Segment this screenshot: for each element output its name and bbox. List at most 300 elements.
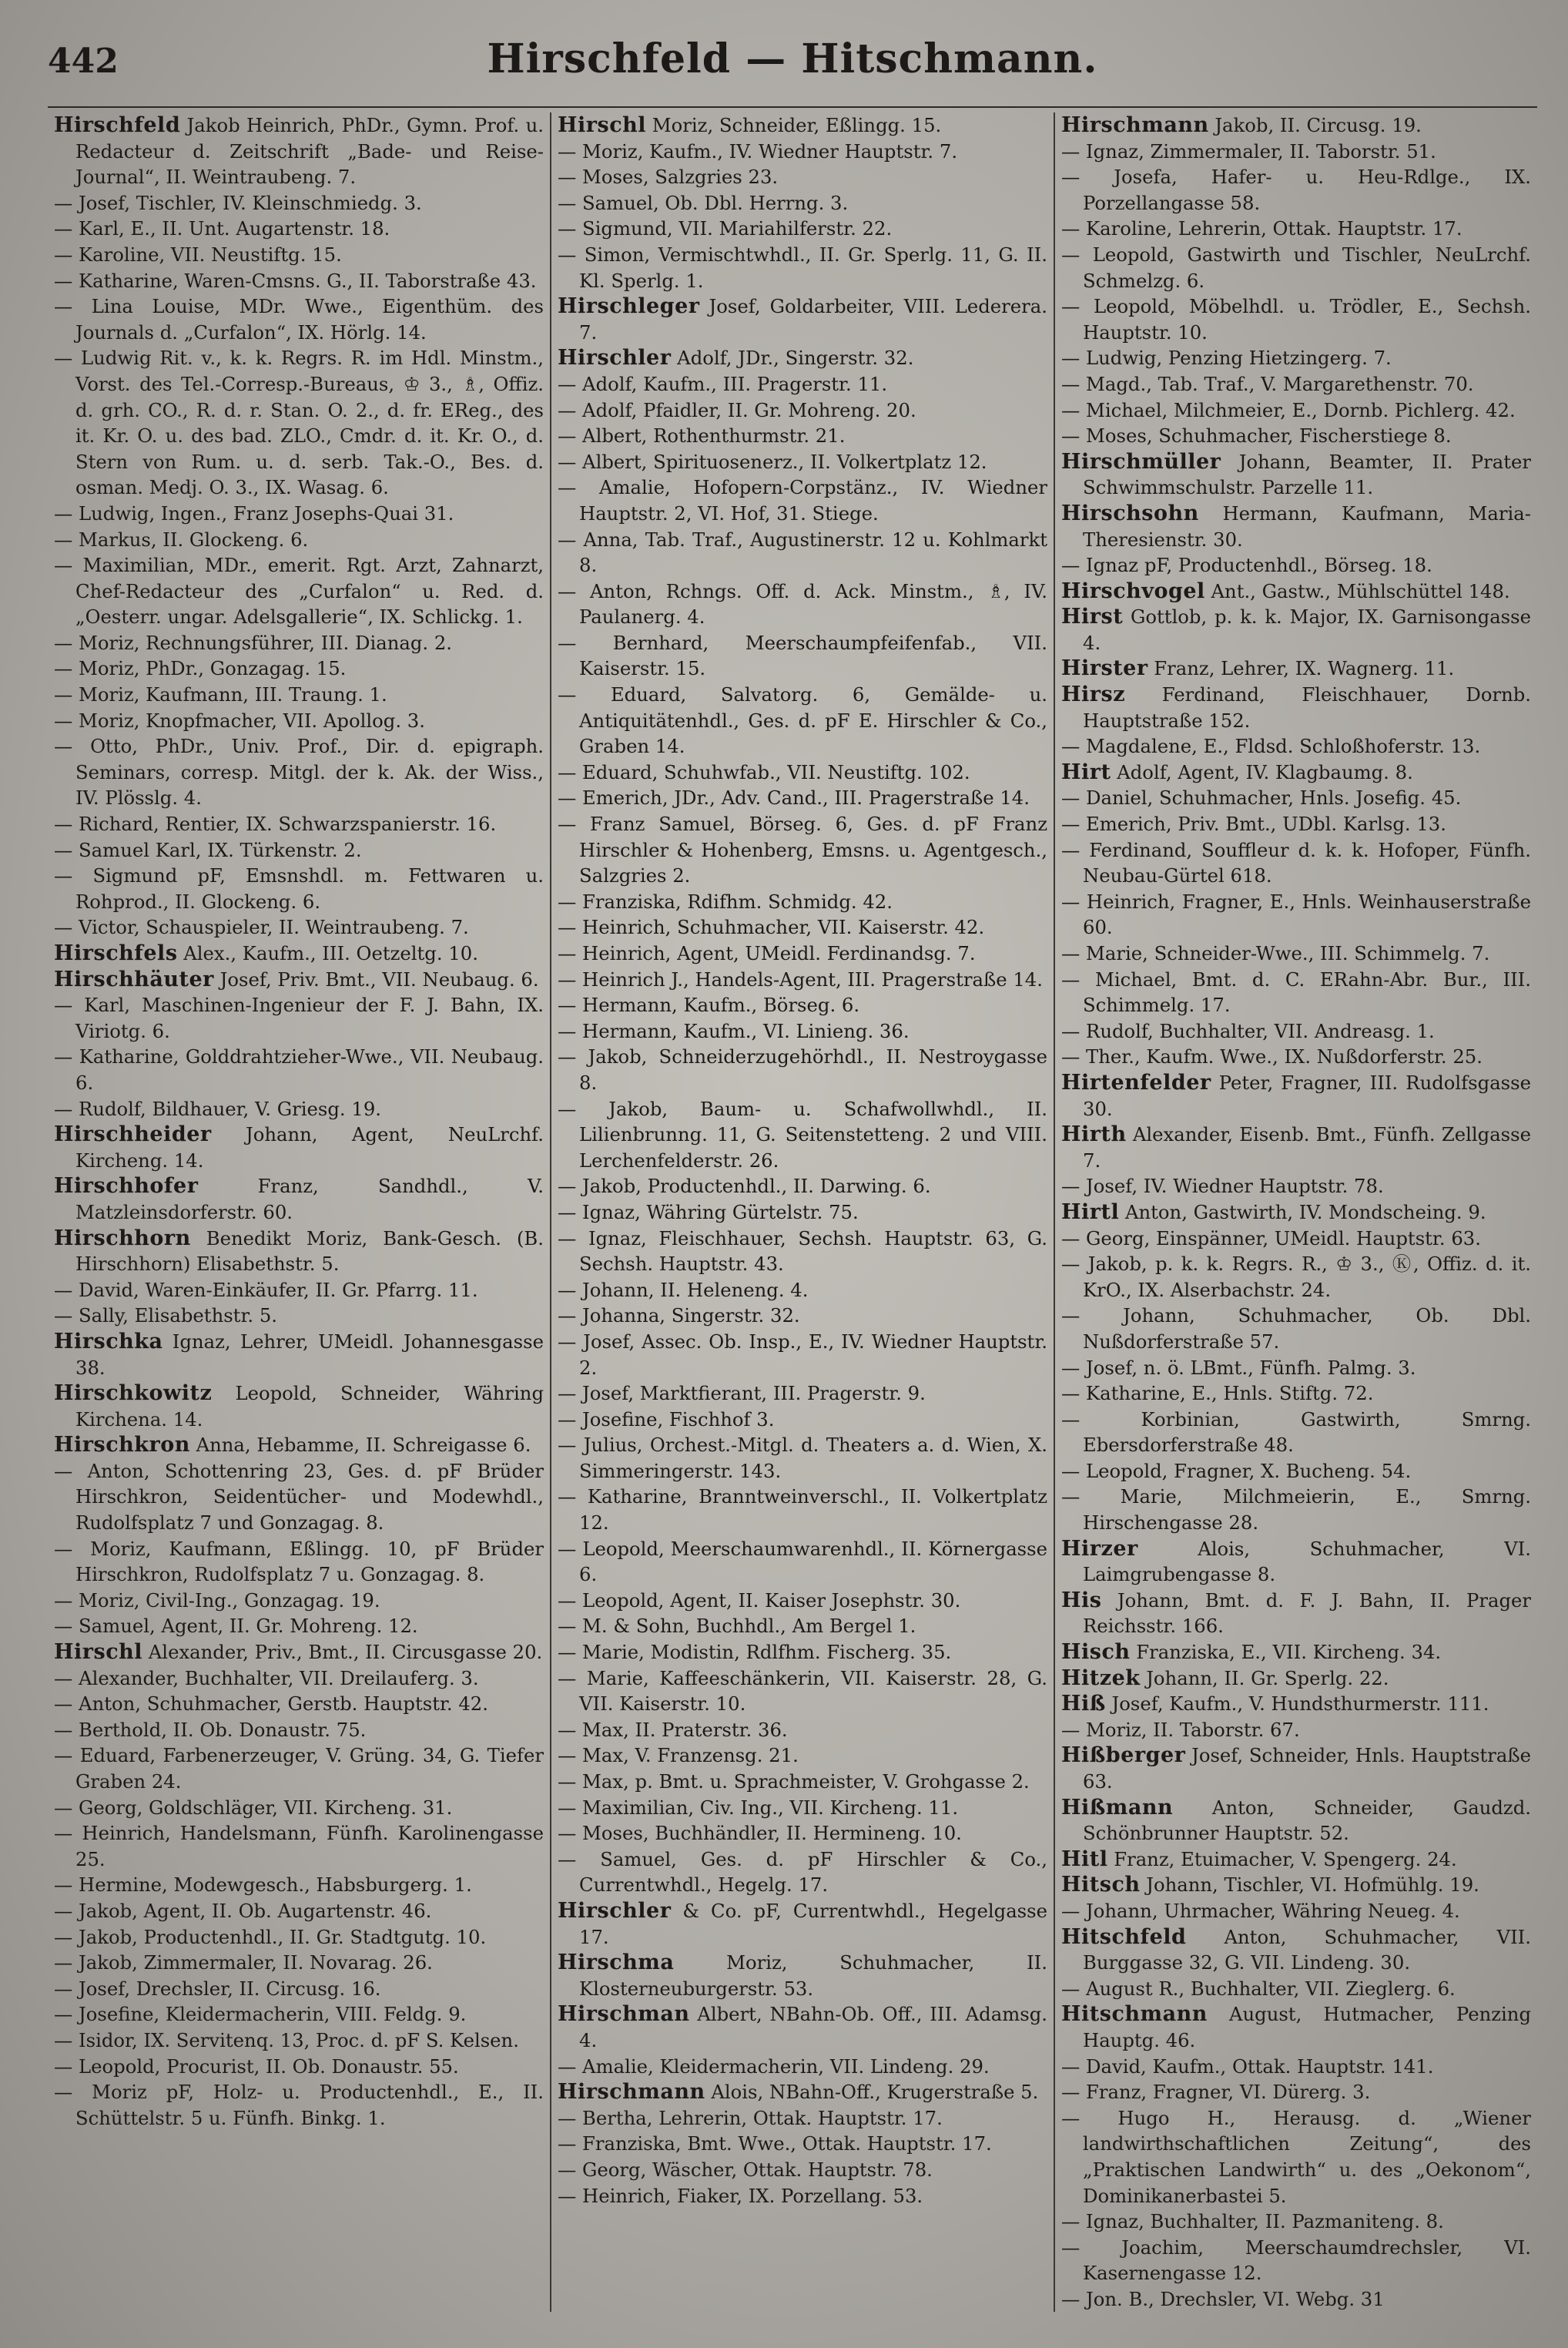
directory-entry (54, 863, 544, 914)
entry-surname: Hirschfeld (54, 113, 181, 137)
entry-text: — Leopold, Gastwirth und Tischler, NeuLrchf. Schmelzg. 6. (1061, 243, 1531, 292)
directory-entry (54, 2001, 544, 2028)
directory-entry (54, 1691, 544, 1717)
entry-surname: Hirschhäuter (54, 967, 214, 991)
directory-entry-headword (54, 1639, 544, 1665)
directory-entry-headword (1061, 1872, 1531, 1898)
directory-entry (1061, 1355, 1531, 1381)
entry-text: — Moriz, Civil-Ing., Gonzagag. 19. (54, 1588, 380, 1612)
directory-entry (1061, 1484, 1531, 1535)
directory-entry-headword (1061, 1199, 1531, 1226)
entry-text: — Moriz, Kaufm., IV. Wiedner Hauptstr. 7. (558, 139, 958, 163)
entry-text: — Julius, Orchest.-Mitgl. d. Theaters a. d. Wien, X. Simmeringerstr. 143. (558, 1434, 1047, 1482)
running-head: Hirschfeld — Hitschmann. (487, 35, 1098, 82)
entry-text: Josef, Kaufm., V. Hundsthurmerstr. 111. (1105, 1692, 1489, 1716)
entry-text: — Franz Samuel, Börseg. 6, Ges. d. pF Franz Hirschler & Hohenberg, Emsns. u. Agentgesch., Salzgries 2. (558, 813, 1047, 887)
entry-text: — Josef, Assec. Ob. Insp., E., IV. Wiedner Hauptstr. 2. (558, 1330, 1047, 1379)
directory-entry (558, 190, 1047, 216)
entry-text: — Magdalene, E., Fldsd. Schloßhoferstr. 13. (1061, 735, 1481, 758)
entry-text: — Moses, Buchhändler, II. Hermineng. 10. (558, 1822, 962, 1845)
page-number: 442 (48, 42, 119, 81)
entry-text: Albert, NBahn-Ob. Off., III. Adamsg. 4. (579, 2003, 1047, 2051)
entry-text: Anton, Schneider, Gaudzd. Schönbrunner Hauptstr. 52. (1083, 1796, 1531, 1845)
directory-entry (558, 967, 1047, 993)
entry-surname: Hirschhofer (54, 1174, 199, 1199)
entry-surname: Hirzer (1061, 1536, 1138, 1561)
entry-text: — Samuel, Agent, II. Gr. Mohreng. 12. (54, 1615, 418, 1638)
entry-surname: Hirschl (54, 1640, 143, 1665)
entry-text: — Ferdinand, Souffleur d. k. k. Hofoper, Fünfh. Neubau-Gürtel 618. (1061, 838, 1531, 887)
directory-entry (54, 656, 544, 682)
directory-entry (54, 294, 544, 345)
entry-surname: Hirschhorn (54, 1226, 191, 1250)
directory-entry (558, 1173, 1047, 1199)
entry-text: Adolf, Agent, IV. Klagbaumg. 8. (1111, 760, 1413, 783)
directory-entry (1061, 967, 1531, 1018)
entry-text: — Johanna, Singerstr. 32. (558, 1304, 800, 1327)
entry-text: — Richard, Rentier, IX. Schwarzspanierstr. 16. (54, 813, 497, 836)
directory-entry (1061, 1717, 1531, 1743)
entry-surname: Hirschleger (558, 294, 700, 319)
entry-surname: Hirschfels (54, 941, 178, 965)
entry-surname: Hirth (1061, 1122, 1127, 1147)
directory-entry (558, 1613, 1047, 1639)
directory-entry (54, 1743, 544, 1794)
directory-entry (54, 2079, 544, 2131)
entry-surname: Hirschka (54, 1329, 163, 1353)
entry-text: — Korbinian, Gastwirth, Smrng. Ebersdorferstraße 48. (1061, 1407, 1531, 1457)
entry-text: — Simon, Vermischtwhdl., II. Gr. Sperlg. 11, G. II. Kl. Sperlg. 1. (558, 243, 1047, 292)
entry-text: — Marie, Schneider-Wwe., III. Schimmelg. 7. (1061, 942, 1490, 964)
directory-entry (558, 1795, 1047, 1821)
directory-entry-headword (558, 112, 1047, 139)
entry-surname: Hirschma (558, 1951, 675, 1975)
entry-text: — Jon. B., Drechsler, VI. Webg. 31 (1061, 2287, 1385, 2310)
entry-surname: Hiß (1061, 1692, 1106, 1716)
directory-entry-headword (54, 967, 544, 993)
directory-entry (54, 216, 544, 242)
directory-entry (54, 992, 544, 1044)
entry-text: — Anton, Schottenring 23, Ges. d. pF Brüder Hirschkron, Seidentücher- und Modewhdl., Rudolfsplatz 7 und Gonzagag. 8. (54, 1459, 544, 1535)
entry-text: — Albert, Spirituosenerz., II. Volkertplatz 12. (558, 450, 987, 473)
entry-text: — Lina Louise, MDr. Wwe., Eigenthüm. des Journals d. „Curfalon“, IX. Hörlg. 14. (54, 295, 544, 344)
directory-entry-headword (54, 1329, 544, 1380)
directory-entry (558, 475, 1047, 526)
directory-entry-headword (54, 1432, 544, 1458)
entry-text: — Jakob, p. k. k. Regrs. R., ♔ 3., Ⓚ, Offiz. d. it. KrO., IX. Alserbachstr. 24. (1061, 1253, 1531, 1301)
entry-text: — Moriz, Rechnungsführer, III. Dianag. 2. (54, 631, 453, 654)
directory-entry-headword (558, 2079, 1047, 2105)
directory-entry (1061, 423, 1531, 449)
entry-text: Johann, Bmt. d. F. J. Bahn, II. Prager Reichsstr. 166. (1083, 1588, 1531, 1638)
entry-text: — Alexander, Buchhalter, VII. Dreilauferg. 3. (54, 1666, 479, 1689)
directory-entry (54, 630, 544, 656)
directory-entry-headword (1061, 501, 1531, 552)
entry-surname: Hirschmann (558, 2080, 705, 2105)
entry-text: & Co. pF, Currentwhdl., Hegelgasse 17. (579, 1899, 1047, 1948)
entry-text: — Moses, Schuhmacher, Fischerstiege 8. (1061, 424, 1452, 448)
directory-entry (558, 423, 1047, 449)
directory-entry (1061, 216, 1531, 242)
entry-text: — Samuel, Ges. d. pF Hirschler & Co., Currentwhdl., Hegelg. 17. (558, 1847, 1047, 1897)
directory-entry (1061, 294, 1531, 345)
entry-text: Franz, Lehrer, IX. Wagnerg. 11. (1148, 657, 1455, 680)
directory-entry (1061, 2209, 1531, 2235)
directory-entry (558, 579, 1047, 630)
entry-text: Josef, Schneider, Hnls. Hauptstraße 63. (1083, 1744, 1531, 1793)
entry-text: Adolf, JDr., Singerstr. 32. (671, 347, 914, 370)
entry-text: — Heinrich, Fragner, E., Hnls. Weinhauserstraße 60. (1061, 890, 1531, 939)
entry-text: Alexander, Priv., Bmt., II. Circusgasse 20. (142, 1641, 543, 1664)
directory-entry-headword (1061, 1847, 1531, 1873)
entry-text: — Moriz, Knopfmacher, VII. Apollog. 3. (54, 709, 425, 732)
entry-text: Gottlob, p. k. k. Major, IX. Garnisongasse 4. (1083, 605, 1531, 654)
directory-entry (54, 1820, 544, 1872)
entry-text: Johann, Tischler, VI. Hofmühlg. 19. (1140, 1873, 1479, 1897)
entry-text: — Emerich, JDr., Adv. Cand., III. Pragerstraße 14. (558, 787, 1030, 810)
directory-entry (558, 527, 1047, 579)
entry-text: — Franz, Fragner, VI. Dürerg. 3. (1061, 2081, 1371, 2104)
directory-entry (558, 1303, 1047, 1329)
directory-entry (558, 1096, 1047, 1174)
entry-text: — Katharine, E., Hnls. Stiftg. 72. (1061, 1382, 1374, 1405)
entry-text: — Michael, Bmt. d. C. ERahn-Abr. Bur., III. Schimmelg. 17. (1061, 968, 1531, 1017)
entry-text: — Johann, Uhrmacher, Währing Neueg. 4. (1061, 1899, 1460, 1922)
entry-text: — Max, p. Bmt. u. Sprachmeister, V. Grohgasse 2. (558, 1770, 1030, 1793)
directory-entry (558, 1588, 1047, 1614)
directory-entry (558, 371, 1047, 397)
entry-text: — Maximilian, Civ. Ing., VII. Kircheng. 11. (558, 1796, 959, 1819)
directory-entry (1061, 1173, 1531, 1199)
directory-entry (54, 190, 544, 216)
directory-entry (558, 941, 1047, 967)
directory-entry (54, 1303, 544, 1329)
entry-text: — Moriz pF, Holz- u. Productenhdl., E., II. Schüttelstr. 5 u. Fünfh. Binkg. 1. (54, 2081, 544, 2129)
entry-text: — Eduard, Schuhwfab., VII. Neustiftg. 102. (558, 760, 970, 783)
directory-entry (558, 760, 1047, 786)
entry-text: — Jakob, Productenhdl., II. Darwing. 6. (558, 1175, 931, 1198)
entry-text: — Katharine, Branntweinverschl., II. Volkertplatz 12. (558, 1485, 1047, 1535)
directory-entry (54, 1950, 544, 1976)
entry-text: — Amalie, Hofopern-Corpstänz., IV. Wiedner Hauptstr. 2, VI. Hof, 31. Stiege. (558, 476, 1047, 525)
entry-text: — Emerich, Priv. Bmt., UDbl. Karlsg. 13. (1061, 813, 1446, 836)
entry-text: — Amalie, Kleidermacherin, VII. Lindeng. 29. (558, 2054, 990, 2078)
directory-entry (558, 139, 1047, 165)
entry-text: — Samuel Karl, IX. Türkenstr. 2. (54, 838, 362, 861)
entry-text: — Leopold, Meerschaumwarenhdl., II. Körnergasse 6. (558, 1537, 1047, 1586)
entry-surname: Hirsz (1061, 683, 1126, 707)
directory-entry (558, 397, 1047, 424)
entry-text: — Victor, Schauspieler, II. Weintraubeng. 7. (54, 916, 469, 939)
entry-text: — Sigmund, VII. Mariahilferstr. 22. (558, 217, 893, 240)
entry-surname: Hirtl (1061, 1199, 1120, 1224)
directory-entry-headword (1061, 682, 1531, 733)
directory-entry (1061, 2079, 1531, 2105)
directory-entry (558, 1018, 1047, 1045)
directory-entry (558, 1665, 1047, 1717)
entry-surname: Hitschmann (1061, 2002, 1208, 2027)
entry-text: — Heinrich, Handelsmann, Fünfh. Karolinengasse 25. (54, 1822, 544, 1870)
directory-entry (558, 449, 1047, 475)
directory-entry (558, 889, 1047, 915)
entry-surname: Hirschmann (1061, 113, 1209, 137)
directory-entry (1061, 397, 1531, 424)
directory-entry-headword (54, 1226, 544, 1277)
entry-text: — Marie, Modistin, Rdlfhm. Fischerg. 35. (558, 1641, 952, 1664)
entry-text: — Josef, Tischler, IV. Kleinschmiedg. 3. (54, 191, 422, 214)
entry-text: — Max, V. Franzensg. 21. (558, 1744, 799, 1767)
entry-text: Alois, NBahn-Off., Krugerstraße 5. (705, 2081, 1039, 2104)
directory-entry (1061, 1976, 1531, 2002)
entry-text: — Moriz, Kaufmann, Eßlingg. 10, pF Brüder Hirschkron, Rudolfsplatz 7 u. Gonzagag. 8. (54, 1537, 544, 1586)
directory-entry (1061, 1380, 1531, 1407)
entry-text: — Karl, Maschinen-Ingenieur der F. J. Bahn, IX. Viriotg. 6. (54, 994, 544, 1042)
directory-entry-headword (54, 1173, 544, 1225)
directory-entry-headword (558, 1950, 1047, 2001)
entry-surname: Hisch (1061, 1640, 1131, 1665)
directory-entry (558, 1743, 1047, 1769)
directory-entry (1061, 941, 1531, 967)
entry-text: Jakob Heinrich, PhDr., Gymn. Prof. u. Redacteur d. Zeitschrift „Bade- und Reise-Journal“, II. Weintraubeng. 7. (75, 114, 544, 189)
directory-entry (54, 1277, 544, 1303)
directory-entry (54, 1717, 544, 1743)
entry-surname: Hirschmüller (1061, 449, 1221, 474)
entry-text: — Heinrich, Fiaker, IX. Porzellang. 53. (558, 2184, 923, 2207)
entry-surname: Hitzek (1061, 1665, 1141, 1690)
entry-text: Franziska, E., VII. Kircheng. 34. (1130, 1641, 1442, 1664)
directory-entry (1061, 837, 1531, 889)
directory-entry-headword (558, 294, 1047, 345)
entry-text: — Magd., Tab. Traf., V. Margarethenstr. 70. (1061, 372, 1474, 395)
entry-text: — Josef, Marktfierant, III. Pragerstr. 9. (558, 1382, 926, 1405)
entry-text: Anna, Hebamme, II. Schreigasse 6. (189, 1434, 531, 1457)
entry-text: — Eduard, Salvatorg. 6, Gemälde- u. Antiquitätenhdl., Ges. d. pF E. Hirschler & Co., Graben 14. (558, 683, 1047, 758)
directory-entry (54, 1044, 544, 1095)
directory-entry (558, 164, 1047, 190)
directory-entry (558, 2183, 1047, 2209)
entry-text: — Georg, Wäscher, Ottak. Hauptstr. 78. (558, 2158, 933, 2181)
entry-text: — Eduard, Farbenerzeuger, V. Grüng. 34, G. Tiefer Graben 24. (54, 1744, 544, 1793)
directory-entry (558, 2157, 1047, 2183)
entry-surname: Hißberger (1061, 1743, 1186, 1768)
entry-text: — Marie, Kaffeeschänkerin, VII. Kaiserstr. 28, G. VII. Kaiserstr. 10. (558, 1666, 1047, 1716)
directory-entry-headword (54, 941, 544, 967)
directory-entry (1061, 552, 1531, 579)
entry-text: — Hermann, Kaufm., Börseg. 6. (558, 994, 860, 1017)
directory-entry (558, 216, 1047, 242)
entry-text: — Johann, II. Heleneng. 4. (558, 1278, 809, 1301)
entry-text: — Moriz, PhDr., Gonzagag. 15. (54, 657, 347, 680)
entry-text: — Heinrich, Agent, UMeidl. Ferdinandsg. 7. (558, 942, 976, 964)
entry-text: — Rudolf, Bildhauer, V. Griesg. 19. (54, 1097, 382, 1120)
directory-entry (1061, 1898, 1531, 1924)
entry-text: Franz, Sandhdl., V. Matzleinsdorferstr. 60. (75, 1175, 544, 1223)
directory-entry (1061, 889, 1531, 941)
entry-text: — Bernhard, Meerschaumpfeifenfab., VII. Kaiserstr. 15. (558, 631, 1047, 680)
directory-entry (1061, 1044, 1531, 1070)
directory-entry (558, 1380, 1047, 1407)
directory-entry (54, 1795, 544, 1821)
directory-entry-headword (1061, 1588, 1531, 1639)
entry-text: Johann, II. Gr. Sperlg. 22. (1140, 1666, 1389, 1689)
directory-entry (54, 733, 544, 811)
directory-entry-headword (1061, 1691, 1531, 1717)
entry-surname: Hirschkowitz (54, 1381, 213, 1406)
directory-entry (54, 1588, 544, 1614)
directory-entry-headword (54, 1122, 544, 1173)
directory-entry (558, 242, 1047, 294)
entry-text: — Berthold, II. Ob. Donaustr. 75. (54, 1718, 367, 1741)
entry-text: — Josefine, Kleidermacherin, VIII. Feldg. 9. (54, 2003, 467, 2026)
directory-entry-headword (1061, 1639, 1531, 1665)
directory-entry (558, 1536, 1047, 1588)
entry-surname: Hißmann (1061, 1795, 1174, 1820)
entry-text: — Anton, Rchngs. Off. d. Ack. Minstm., ♗, IV. Paulanerg. 4. (558, 579, 1047, 629)
directory-entry (54, 242, 544, 268)
page-header (48, 35, 1537, 108)
directory-entry (558, 914, 1047, 941)
directory-entry-headword (1061, 1924, 1531, 1976)
directory-entry (558, 1277, 1047, 1303)
directory-entry (54, 708, 544, 734)
directory-entry (1061, 733, 1531, 760)
entry-text: — Ignaz, Währing Gürtelstr. 75. (558, 1200, 859, 1223)
entry-text: — Ludwig, Penzing Hietzingerg. 7. (1061, 347, 1392, 370)
entry-text: — Leopold, Procurist, II. Ob. Donaustr. 55. (54, 2054, 459, 2078)
entry-text: — Adolf, Pfaidler, II. Gr. Mohreng. 20. (558, 398, 916, 421)
directory-entry-headword (558, 1898, 1047, 1950)
entry-surname: Hirschler (558, 346, 672, 371)
directory-entry-headword (1061, 1743, 1531, 1794)
entry-text: — Heinrich J., Handels-Agent, III. Pragerstraße 14. (558, 968, 1043, 991)
directory-entry (558, 2054, 1047, 2080)
entry-text: — Ludwig Rit. v., k. k. Regrs. R. im Hdl. Minstm., Vorst. des Tel.-Corresp.-Bureaus, ♔ 3., ♗, Offiz. d. grh. CO., R. d. r. Stan. O. 2., d. fr. EReg., des it. Kr. O. u. des bad. ZLO., Cmdr. d. it. Kr. O., d. Stern von Rum. u. d. serb. Tak.-O., Bes. d. osman. Medj. O. 3., IX. Wasag. 6. (54, 347, 544, 499)
entry-text: — Josefa, Hafer- u. Heu-Rdlge., IX. Porzellangasse 58. (1061, 166, 1531, 214)
entry-text: — August R., Buchhalter, VII. Zieglerg. 6. (1061, 1977, 1456, 2000)
entry-text: — Ignaz pF, Productenhdl., Börseg. 18. (1061, 554, 1432, 577)
entry-text: Franz, Etuimacher, V. Spengerg. 24. (1107, 1847, 1457, 1870)
directory-entry (54, 527, 544, 553)
entry-text: — Moriz, II. Taborstr. 67. (1061, 1718, 1300, 1741)
directory-entry (54, 268, 544, 294)
directory-entry (558, 1769, 1047, 1795)
entry-surname: Hitschfeld (1061, 1924, 1187, 1949)
entry-text: — Max, II. Praterstr. 36. (558, 1718, 788, 1741)
entry-text: — Bertha, Lehrerin, Ottak. Hauptstr. 17. (558, 2106, 943, 2129)
entry-surname: Hirschsohn (1061, 501, 1199, 525)
entry-text: — M. & Sohn, Buchhdl., Am Bergel 1. (558, 1615, 916, 1638)
entry-text: — Jakob, Agent, II. Ob. Augartenstr. 46. (54, 1899, 432, 1922)
directory-entry (54, 682, 544, 708)
entry-text: — Markus, II. Glockeng. 6. (54, 528, 309, 551)
entry-text: — Samuel, Ob. Dbl. Herrng. 3. (558, 191, 849, 214)
directory-entry (1061, 345, 1531, 371)
entry-text: — Leopold, Agent, II. Kaiser Josephstr. 30. (558, 1588, 961, 1612)
entry-text: Jakob, II. Circusg. 19. (1208, 114, 1422, 136)
entry-text: Johann, Beamter, II. Prater Schwimmschulstr. Parzelle 11. (1083, 450, 1531, 499)
column-middle (551, 112, 1055, 2312)
directory-entry (54, 2054, 544, 2080)
entry-text: — Anna, Tab. Traf., Augustinerstr. 12 u. Kohlmarkt 8. (558, 528, 1047, 577)
directory-entry (1061, 1251, 1531, 1303)
entry-text: — Georg, Goldschläger, VII. Kircheng. 31. (54, 1796, 453, 1819)
entry-text: — Ther., Kaufm. Wwe., IX. Nußdorferstr. 25. (1061, 1045, 1483, 1068)
directory-entry (1061, 785, 1531, 811)
directory-entry (1061, 1407, 1531, 1458)
directory-entry-headword (54, 1380, 544, 1432)
entry-text: Anton, Gastwirth, IV. Mondscheing. 9. (1119, 1200, 1486, 1223)
directory-entry (1061, 1458, 1531, 1484)
directory-entry (558, 1407, 1047, 1433)
entry-text: Josef, Goldarbeiter, VIII. Lederera. 7. (579, 295, 1047, 344)
entry-surname: Hirst (1061, 605, 1124, 629)
directory-entry (558, 1484, 1047, 1535)
entry-surname: Hirtenfelder (1061, 1070, 1211, 1095)
entry-surname: Hirt (1061, 760, 1111, 784)
entry-text: — Katharine, Golddrahtzieher-Wwe., VII. Neubaug. 6. (54, 1045, 544, 1094)
entry-text: — Josef, IV. Wiedner Hauptstr. 78. (1061, 1175, 1384, 1198)
entry-text: — Michael, Milchmeier, E., Dornb. Pichlerg. 42. (1061, 398, 1516, 421)
entry-text: — Isidor, IX. Servitenq. 13, Proc. d. pF S. Kelsen. (54, 2028, 519, 2051)
directory-entry (558, 1044, 1047, 1095)
entry-text: — Katharine, Waren-Cmsns. G., II. Taborstraße 43. (54, 269, 537, 292)
entry-text: — Josefine, Fischhof 3. (558, 1407, 775, 1431)
directory-entry (1061, 1018, 1531, 1045)
entry-text: — Hugo H., Herausg. d. „Wiener landwirthschaftlichen Zeitung“, des „Praktischen Landwirth“ u. des „Oekonom“, Dominikanerbastei 5. (1061, 2106, 1531, 2207)
entry-text: — Ignaz, Fleischhauer, Sechsh. Hauptstr. 63, G. Sechsh. Hauptstr. 43. (558, 1226, 1047, 1276)
directory-entry (558, 1226, 1047, 1277)
entry-text: — Karl, E., II. Unt. Augartenstr. 18. (54, 217, 390, 240)
entry-text: Moriz, Schuhmacher, II. Klosterneuburgerstr. 53. (579, 1951, 1047, 2000)
directory-entry (558, 811, 1047, 889)
directory-entry-headword (1061, 1795, 1531, 1847)
directory-entry (1061, 1226, 1531, 1252)
entry-text: — Anton, Schuhmacher, Gerstb. Hauptstr. 42. (54, 1692, 488, 1716)
entry-text: — Adolf, Kaufm., III. Pragerstr. 11. (558, 372, 888, 395)
entry-surname: His (1061, 1588, 1102, 1612)
entry-text: — Maximilian, MDr., emerit. Rgt. Arzt, Zahnarzt, Chef-Redacteur des „Curfalon“ u. Red. d. „Oesterr. ungar. Adelsgallerie“, IX. Schlickg. 1. (54, 554, 544, 629)
directory-entry (54, 1898, 544, 1924)
entry-text: — Hermann, Kaufm., VI. Linieng. 36. (558, 1019, 910, 1042)
directory-entry (54, 1096, 544, 1122)
directory-entry (1061, 2105, 1531, 2209)
directory-entry-headword (1061, 1122, 1531, 1173)
directory-entry (558, 682, 1047, 760)
entry-text: Hermann, Kaufmann, Maria-Theresienstr. 30. (1083, 501, 1531, 551)
directory-entry (558, 1820, 1047, 1847)
entry-text: Peter, Fragner, III. Rudolfsgasse 30. (1083, 1071, 1531, 1120)
entry-text: Alois, Schuhmacher, VI. Laimgrubengasse 8. (1083, 1537, 1531, 1586)
entry-text: — Otto, PhDr., Univ. Prof., Dir. d. epigraph. Seminars, corresp. Mitgl. der k. Ak. der Wiss., IV. Plösslg. 4. (54, 735, 544, 810)
entry-text: — Leopold, Fragner, X. Bucheng. 54. (1061, 1459, 1412, 1482)
directory-entry-headword (1061, 656, 1531, 682)
directory-entry (558, 785, 1047, 811)
directory-entry (54, 837, 544, 864)
directory-entry (54, 2028, 544, 2054)
entry-text: — Marie, Milchmeierin, E., Smrng. Hirschengasse 28. (1061, 1485, 1531, 1535)
directory-entry (54, 1536, 544, 1588)
directory-entry-headword (1061, 1665, 1531, 1692)
entry-text: — Johann, Schuhmacher, Ob. Dbl. Nußdorferstraße 57. (1061, 1304, 1531, 1353)
entry-text: Ignaz, Lehrer, UMeidl. Johannesgasse 38. (75, 1330, 544, 1379)
directory-entry (1061, 2286, 1531, 2313)
entry-text: — Albert, Rothenthurmstr. 21. (558, 424, 846, 448)
entry-text: — Rudolf, Buchhalter, VII. Andreasg. 1. (1061, 1019, 1435, 1042)
column-right (1055, 112, 1537, 2312)
entry-text: — Sally, Elisabethstr. 5. (54, 1304, 278, 1327)
directory-entry-headword (1061, 1536, 1531, 1588)
entry-surname: Hirschvogel (1061, 579, 1205, 603)
